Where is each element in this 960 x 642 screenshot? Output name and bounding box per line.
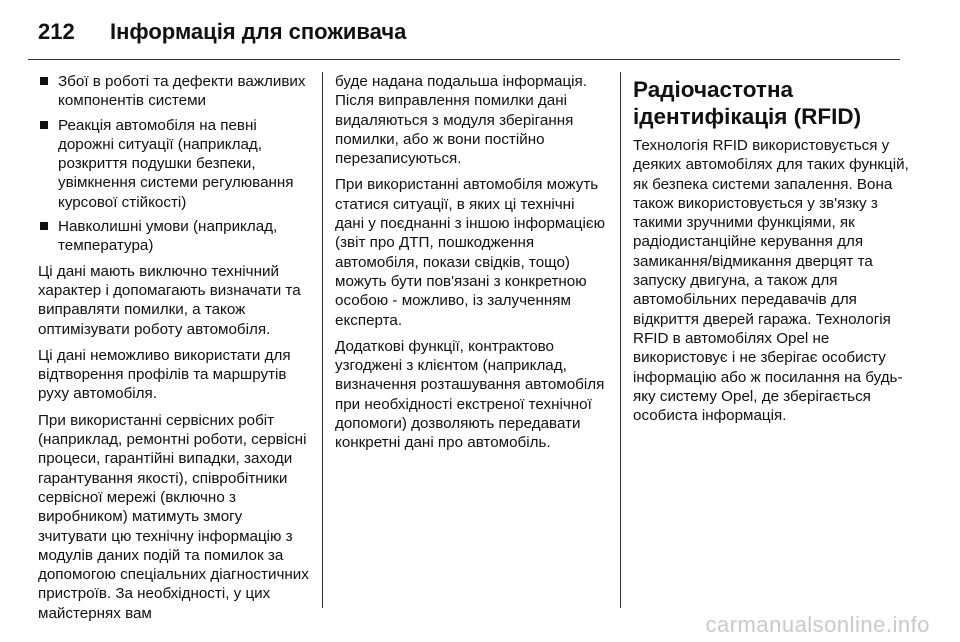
- bullet-text: Збої в роботі та дефекти важливих компонентів системи: [58, 73, 306, 110]
- text-column-3: [633, 72, 913, 432]
- square-bullet-icon: [40, 121, 48, 129]
- bullet-text: Навколишні умови (наприклад, температура): [58, 218, 278, 255]
- list-item: [38, 116, 310, 212]
- header-divider: [28, 59, 900, 60]
- section-heading: Радіочастотна ідентифікація (RFID): [633, 77, 862, 129]
- column-divider: [620, 72, 621, 608]
- paragraph: буде надана подальша інформація. Після виправлення помилки дані видаляються з модуля зберігання помилки, або ж вони постійно перезаписуються.: [335, 73, 588, 168]
- watermark: carmanualsonline.info: [705, 612, 930, 637]
- paragraph: Ці дані неможливо використати для відтворення профілів та маршрутів руху автомобіля.: [38, 346, 291, 403]
- list-item: [38, 217, 310, 256]
- paragraph: Додаткові функції, контрактово узгоджені з клієнтом (наприклад, визначення розташування автомобіля при необхідності екстреної технічної допомоги) дозволяють передавати конкретні дані про автомобіль.: [335, 337, 605, 452]
- square-bullet-icon: [40, 77, 48, 85]
- page-number: 212: [38, 19, 75, 44]
- bullet-list: [38, 72, 310, 256]
- page-header: [38, 14, 406, 50]
- paragraph: При використанні сервісних робіт (наприклад, ремонтні роботи, сервісні процеси, гарантійні випадки, заходи гарантування якості), співробітники сервісної мережі (включно з виробником) матимуть змогу зчитувати цю технічну інформацію з модулів даних подій та помилок за допомогою спеціальних діагностичних пристроїв. За необхідності, у цих майстернях вам: [38, 411, 309, 622]
- list-item: [38, 72, 310, 111]
- text-column-1: [38, 72, 310, 630]
- column-divider: [322, 72, 323, 608]
- bullet-text: Реакція автомобіля на певні дорожні ситуації (наприклад, розкриття подушки безпеки, увімкнення системи регулювання курсової стійкості): [58, 116, 294, 211]
- text-column-2: [335, 72, 607, 460]
- page-title: Інформація для споживача: [110, 19, 407, 44]
- square-bullet-icon: [40, 222, 48, 230]
- paragraph: При використанні автомобіля можуть статися ситуації, в яких ці технічні дані у поєднанні з іншою інформацією (звіт про ДТП, пошкодження автомобіля, покази свідків, тощо) можуть бути пов'язані з конкретною особою - можливо, із залученням експерта.: [335, 176, 606, 329]
- paragraph: Ці дані мають виключно технічний характер і допомагають визначати та виправляти помилки, а також оптимізувати роботу автомобіля.: [38, 262, 301, 338]
- paragraph: Технологія RFID використовується у деяких автомобілях для таких функцій, як безпека системи запалення. Вона також використовується у зв'язку з такими зручними функціями, як радіодистанційне керування для замикання/відмикання дверцят та запуску двигуна, а також для автомобільних передавачів для відкриття дверей гаража. Технологія RFID в автомобілях Opel не використовує і не зберігає особисту інформацію або ж посилання на будь-яку систему Opel, де зберігається особиста інформація.: [633, 137, 909, 425]
